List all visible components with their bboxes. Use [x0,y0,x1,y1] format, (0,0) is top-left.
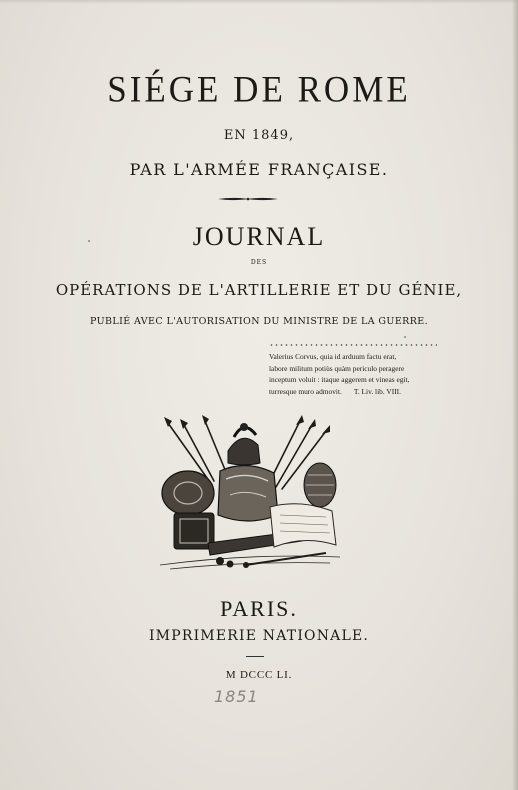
imprint-date: M DCCC LI. [225,669,293,681]
page-top-edge [0,0,518,4]
divider-ornament-icon [216,194,280,204]
epigraph-line: inceptum voluit : itaque aggerem et vineas egit, [269,375,410,384]
paper-speck [88,240,90,242]
dotted-rule [269,344,437,346]
subtitle-year: EN 1849, [223,128,295,143]
epigraph-line: labore militum potiùs quàm periculo peragere [269,363,405,373]
pencil-annotation: 1851 [214,687,259,706]
epigraph-line: turresque muro admovit. [269,386,342,396]
imprint-city: PARIS. [220,596,298,621]
epigraph-last-line [269,386,441,398]
section-title: JOURNAL [192,222,326,251]
imprint-printer: IMPRIMERIE NATIONALE. [148,628,370,644]
epigraph-reference: T. Liv. lib. VIII. [353,386,401,396]
book-title: SIÉGE DE ROME [107,69,411,110]
subtitle-author: PAR L'ARMÉE FRANÇAISE. [129,160,389,179]
small-connector: DES [250,259,268,266]
epigraph-line: Valerius Corvus, quia id arduum factu erat, [269,352,397,361]
imprint-rule [246,656,264,657]
paper-speck [404,336,406,338]
arms-trophy-icon [150,415,350,575]
section-subtitle: OPÉRATIONS DE L'ARTILLERIE ET DU GÉNIE, [55,281,463,299]
publication-note: PUBLIÉ AVEC L'AUTORISATION DU MINISTRE DE LA GUERRE. [89,316,429,327]
latin-epigraph [269,351,441,397]
